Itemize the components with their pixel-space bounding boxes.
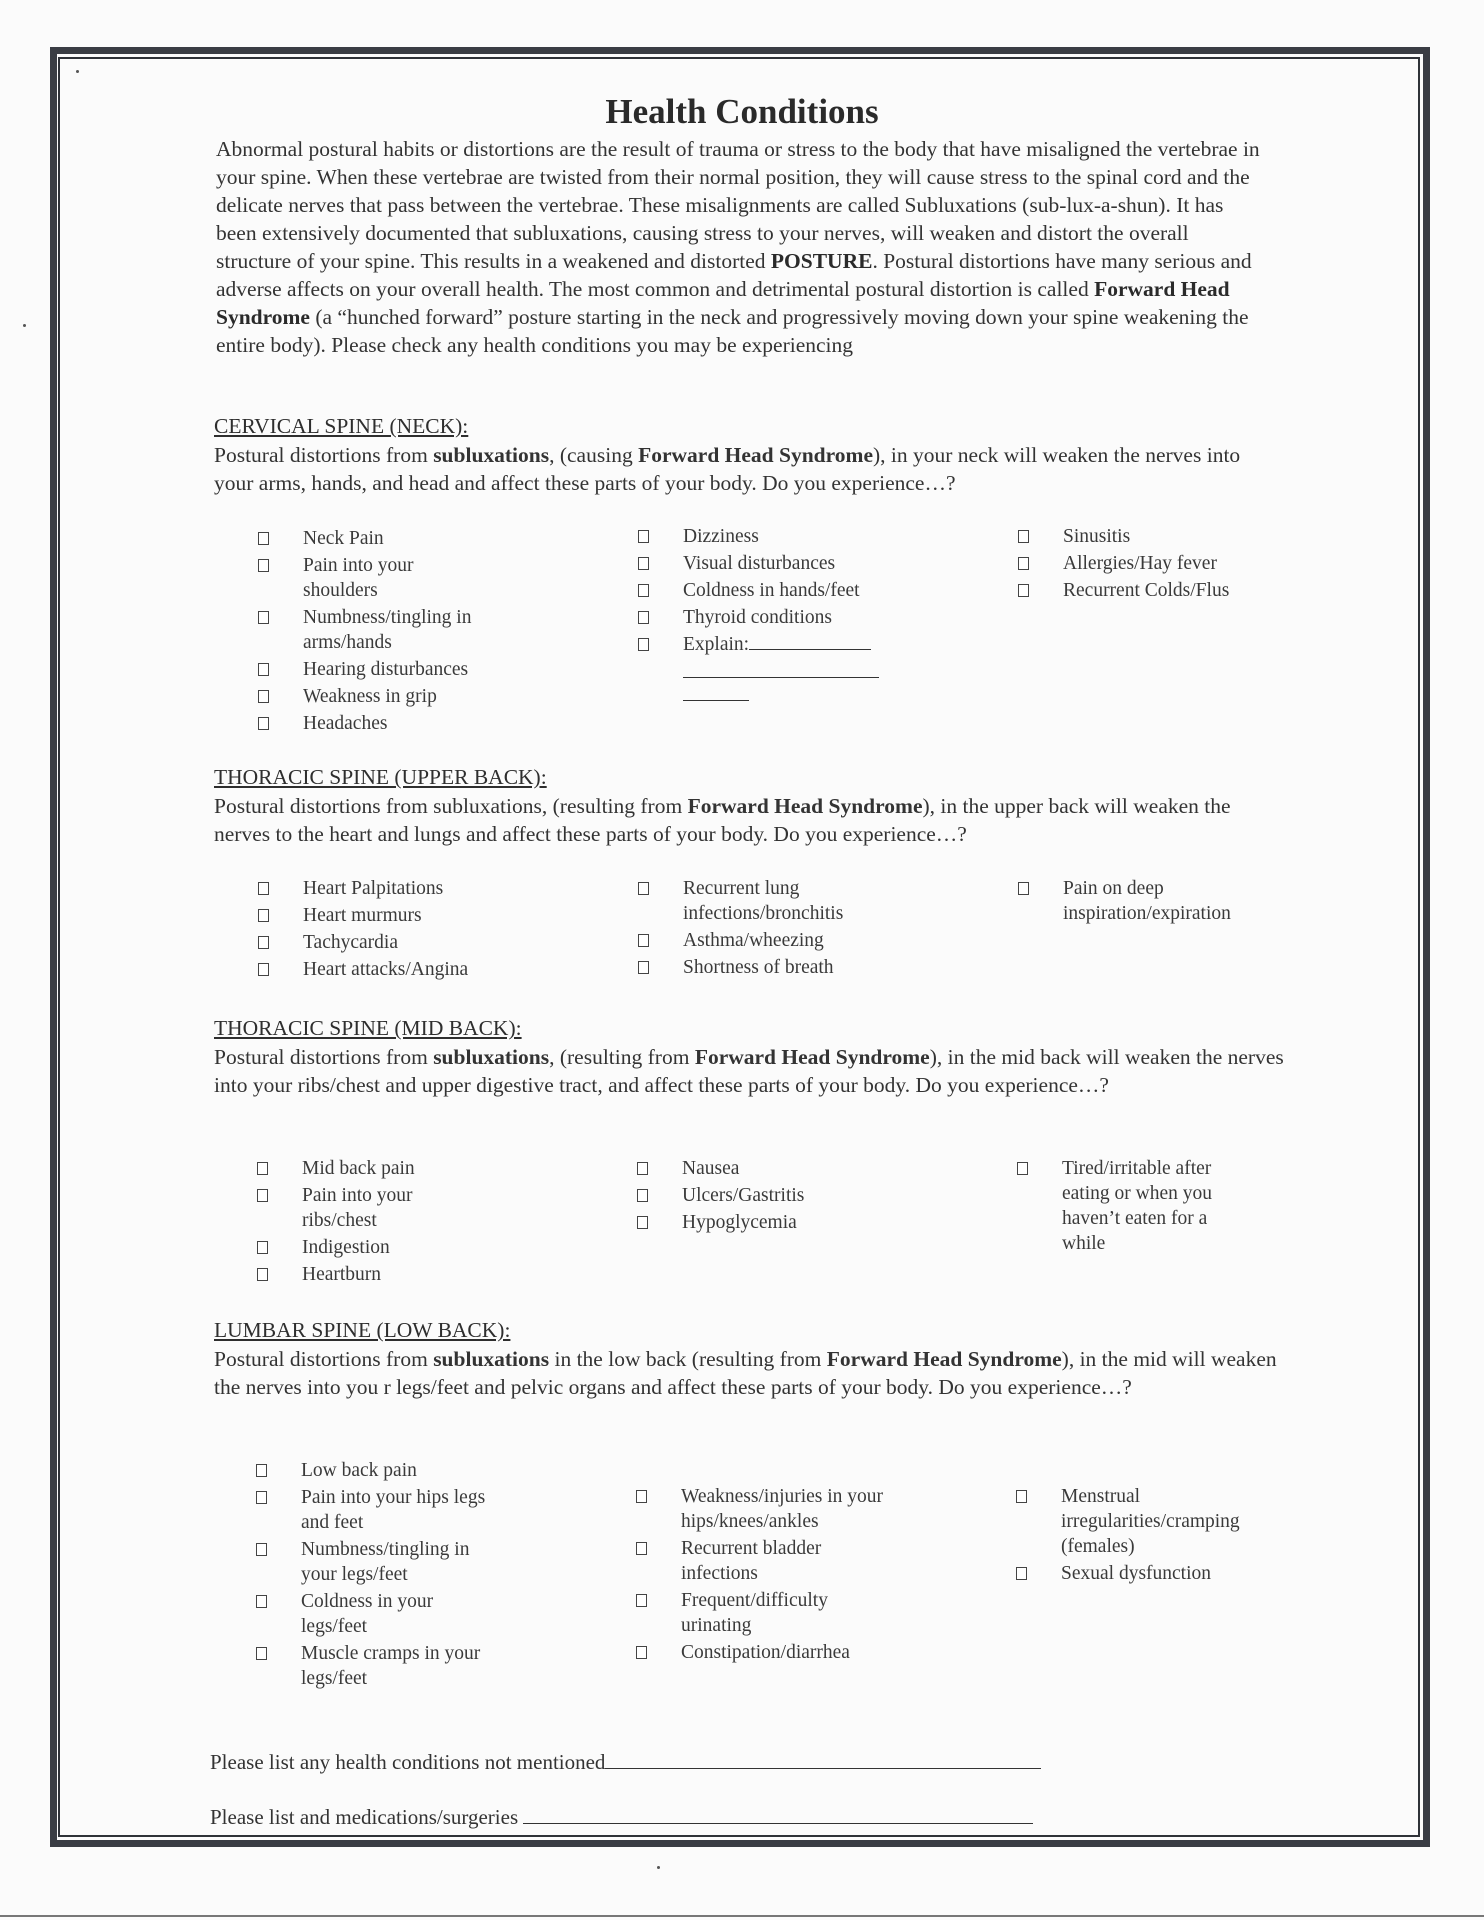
checkbox-item-explain[interactable]: Explain: xyxy=(638,632,898,657)
checkbox[interactable] xyxy=(256,1647,267,1660)
checkbox[interactable] xyxy=(1016,1490,1027,1503)
checkbox-item[interactable]: Low back pain xyxy=(256,1458,486,1483)
cervical-col2 xyxy=(638,524,898,701)
checkbox-item[interactable]: Visual disturbances xyxy=(638,551,898,576)
section-desc-cervical: Postural distortions from subluxations, (causing Forward Head Syndrome), in your neck will weaken the nerves into your arms, hands, and head and affect these parts of your body. Do you experience…? xyxy=(214,443,1241,495)
checkbox-item[interactable]: Sinusitis xyxy=(1018,524,1278,549)
checkbox[interactable] xyxy=(256,1543,267,1556)
medications-label: Please list and medications/surgeries xyxy=(210,1805,519,1829)
checkbox[interactable] xyxy=(636,1542,647,1555)
checkbox-item[interactable]: Tired/irritable after eating or when you haven’t eaten for a while xyxy=(1017,1156,1237,1256)
checkbox-item[interactable]: Pain into your ribs/chest xyxy=(257,1183,487,1233)
checkbox-item[interactable]: Heartburn xyxy=(257,1262,487,1287)
lumbar-col1 xyxy=(256,1458,486,1693)
checkbox-item[interactable]: Numbness/tingling in your legs/feet xyxy=(256,1537,486,1587)
checkbox-item[interactable]: Recurrent bladder infections xyxy=(636,1536,896,1586)
checkbox-item[interactable]: Asthma/wheezing xyxy=(638,928,888,953)
checkbox-item[interactable]: Hearing disturbances xyxy=(258,657,488,682)
thoracic-mid-col3 xyxy=(1017,1156,1237,1258)
other-conditions-label: Please list any health conditions not mentioned xyxy=(210,1750,606,1774)
checkbox[interactable] xyxy=(258,963,269,976)
other-conditions-input[interactable] xyxy=(605,1748,1041,1769)
checkbox[interactable] xyxy=(257,1162,268,1175)
checkbox-item[interactable]: Recurrent Colds/Flus xyxy=(1018,578,1278,603)
medications-input[interactable] xyxy=(523,1803,1033,1824)
checkbox[interactable] xyxy=(258,717,269,730)
checkbox[interactable] xyxy=(257,1241,268,1254)
checkbox-item[interactable]: Numbness/tingling in arms/hands xyxy=(258,605,488,655)
checkbox[interactable] xyxy=(638,638,649,651)
checkbox[interactable] xyxy=(256,1491,267,1504)
checkbox[interactable] xyxy=(258,532,269,545)
thoracic-mid-col2 xyxy=(637,1156,887,1237)
checkbox[interactable] xyxy=(638,584,649,597)
page-title: Health Conditions xyxy=(605,92,879,131)
scan-speck xyxy=(76,70,79,73)
checkbox-item[interactable]: Coldness in hands/feet xyxy=(638,578,898,603)
checkbox[interactable] xyxy=(637,1189,648,1202)
checkbox-item[interactable]: Pain on deep inspiration/expiration xyxy=(1018,876,1268,926)
checkbox[interactable] xyxy=(1018,530,1029,543)
checkbox-item[interactable]: Mid back pain xyxy=(257,1156,487,1181)
checkbox[interactable] xyxy=(638,934,649,947)
checkbox-item[interactable]: Thyroid conditions xyxy=(638,605,898,630)
explain-input[interactable] xyxy=(749,649,871,650)
section-desc-thoracic-mid: Postural distortions from subluxations, (resulting from Forward Head Syndrome), in the mid back will weaken the nerves into your ribs/chest and upper digestive tract, and affect these parts of your body. Do you experience…? xyxy=(214,1045,1284,1097)
thoracic-upper-col3 xyxy=(1018,876,1268,928)
lumbar-col2 xyxy=(636,1484,896,1667)
checkbox[interactable] xyxy=(258,663,269,676)
checkbox-item[interactable]: Nausea xyxy=(637,1156,887,1181)
checkbox[interactable] xyxy=(1018,557,1029,570)
scan-edge xyxy=(0,1915,1484,1917)
checkbox-item[interactable]: Muscle cramps in your legs/feet xyxy=(256,1641,486,1691)
checkbox-item[interactable]: Neck Pain xyxy=(258,526,488,551)
checkbox-item[interactable]: Sexual dysfunction xyxy=(1016,1561,1256,1586)
checkbox[interactable] xyxy=(638,557,649,570)
cervical-col1 xyxy=(258,526,488,738)
explain-input-line2[interactable] xyxy=(683,659,879,678)
scan-speck xyxy=(657,1866,660,1869)
checkbox[interactable] xyxy=(258,936,269,949)
cervical-col3 xyxy=(1018,524,1278,605)
checkbox-item[interactable]: Shortness of breath xyxy=(638,955,888,980)
checkbox[interactable] xyxy=(258,909,269,922)
explain-input-line3[interactable] xyxy=(683,678,749,701)
checkbox[interactable] xyxy=(1018,882,1029,895)
section-heading-thoracic-mid: THORACIC SPINE (MID BACK): xyxy=(214,1016,522,1040)
checkbox[interactable] xyxy=(1018,584,1029,597)
section-desc-lumbar: Postural distortions from subluxations in the low back (resulting from Forward Head Syndrome), in the mid will weaken the nerves into you r legs/feet and pelvic organs and affect these parts of your body. Do you experience…? xyxy=(214,1347,1277,1399)
medications-row xyxy=(210,1803,1033,1830)
checkbox-item[interactable]: Heart attacks/Angina xyxy=(258,957,488,982)
checkbox-item[interactable]: Pain into your hips legs and feet xyxy=(256,1485,486,1535)
checkbox[interactable] xyxy=(256,1595,267,1608)
checkbox[interactable] xyxy=(258,611,269,624)
lumbar-col3 xyxy=(1016,1484,1256,1588)
other-conditions-row xyxy=(210,1748,1041,1775)
checkbox[interactable] xyxy=(638,530,649,543)
checkbox-item[interactable]: Weakness/injuries in your hips/knees/ankles xyxy=(636,1484,896,1534)
checkbox-item[interactable]: Recurrent lung infections/bronchitis xyxy=(638,876,888,926)
intro-paragraph: Abnormal postural habits or distortions are the result of trauma or stress to the body that have misaligned the vertebrae in your spine. When these vertebrae are twisted from their normal position, they will cause stress to the spinal cord and the delicate nerves that pass between the vertebrae. These misalignments are called Subluxations (sub-lux-a-shun). It has been extensively documented that subluxations, causing stress to your nerves, will weaken and distort the overall structure of your spine. This results in a weakened and distorted POSTURE. Postural distortions have many serious and adverse affects on your overall health. The most common and detrimental postural distortion is called Forward Head Syndrome (a “hunched forward” posture starting in the neck and progressively moving down your spine weakening the entire body). Please check any health conditions you may be experiencing xyxy=(216,137,1260,357)
checkbox-item[interactable]: Menstrual irregularities/cramping (females) xyxy=(1016,1484,1256,1559)
checkbox-item[interactable]: Pain into your shoulders xyxy=(258,553,488,603)
checkbox-item[interactable]: Allergies/Hay fever xyxy=(1018,551,1278,576)
checkbox[interactable] xyxy=(638,882,649,895)
checkbox[interactable] xyxy=(256,1464,267,1477)
checkbox-item[interactable]: Hypoglycemia xyxy=(637,1210,887,1235)
checkbox[interactable] xyxy=(1017,1162,1028,1175)
checkbox[interactable] xyxy=(637,1162,648,1175)
checkbox-item[interactable]: Heart Palpitations xyxy=(258,876,488,901)
checkbox-item[interactable]: Ulcers/Gastritis xyxy=(637,1183,887,1208)
checkbox[interactable] xyxy=(257,1189,268,1202)
section-heading-cervical: CERVICAL SPINE (NECK): xyxy=(214,414,469,438)
checkbox-item[interactable]: Coldness in your legs/feet xyxy=(256,1589,486,1639)
checkbox[interactable] xyxy=(636,1594,647,1607)
section-heading-thoracic-upper: THORACIC SPINE (UPPER BACK): xyxy=(214,765,547,789)
section-heading-lumbar: LUMBAR SPINE (LOW BACK): xyxy=(214,1318,511,1342)
section-desc-thoracic-upper: Postural distortions from subluxations, (resulting from Forward Head Syndrome), in the upper back will weaken the nerves to the heart and lungs and affect these parts of your body. Do you experience…? xyxy=(214,794,1231,846)
checkbox[interactable] xyxy=(258,690,269,703)
checkbox[interactable] xyxy=(257,1268,268,1281)
checkbox-item[interactable]: Tachycardia xyxy=(258,930,488,955)
thoracic-upper-col1 xyxy=(258,876,488,984)
checkbox-item[interactable]: Headaches xyxy=(258,711,488,736)
checkbox[interactable] xyxy=(638,961,649,974)
checkbox[interactable] xyxy=(636,1490,647,1503)
checkbox[interactable] xyxy=(638,611,649,624)
scan-speck xyxy=(23,324,26,327)
checkbox-item[interactable]: Constipation/diarrhea xyxy=(636,1640,896,1665)
checkbox[interactable] xyxy=(1016,1567,1027,1580)
checkbox-item[interactable]: Heart murmurs xyxy=(258,903,488,928)
checkbox[interactable] xyxy=(637,1216,648,1229)
checkbox-item[interactable]: Indigestion xyxy=(257,1235,487,1260)
checkbox[interactable] xyxy=(258,882,269,895)
thoracic-mid-col1 xyxy=(257,1156,487,1289)
checkbox[interactable] xyxy=(258,559,269,572)
checkbox[interactable] xyxy=(636,1646,647,1659)
checkbox-item[interactable]: Dizziness xyxy=(638,524,898,549)
thoracic-upper-col2 xyxy=(638,876,888,982)
checkbox-item[interactable]: Weakness in grip xyxy=(258,684,488,709)
checkbox-item[interactable]: Frequent/difficulty urinating xyxy=(636,1588,896,1638)
